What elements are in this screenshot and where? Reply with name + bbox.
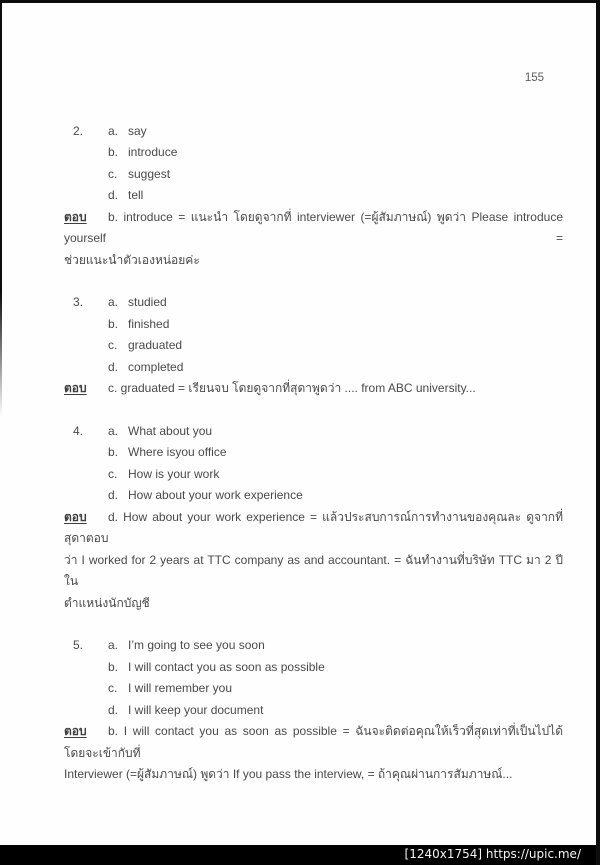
option-text: introduce: [128, 145, 178, 159]
option-letter: d.: [108, 359, 119, 374]
option-text: How about your work experience: [128, 488, 303, 502]
option-row: [64, 700, 563, 722]
answer-line: Interviewer (=ผู้สัมภาษณ์) พูดว่า If you pass the interview, = ถ้าคุณผ่านการสัมภาษณ์...: [64, 767, 513, 781]
question-5: [64, 635, 563, 786]
option-text: tell: [128, 188, 144, 202]
option-row: [64, 335, 563, 357]
option-row: [64, 142, 563, 164]
option-row: [64, 421, 563, 443]
option-text: I will contact you as soon as possible: [128, 659, 325, 674]
option-letter: c.: [108, 681, 118, 695]
option-letter: b.: [108, 659, 119, 674]
option-letter: a.: [108, 638, 119, 652]
question-number: 4.: [73, 423, 84, 438]
option-letter: d.: [108, 702, 119, 717]
option-text: I will remember you: [128, 681, 233, 695]
option-row: [64, 485, 563, 507]
option-row: [64, 292, 563, 314]
option-letter: b.: [108, 145, 119, 159]
option-letter: b.: [108, 445, 119, 459]
option-letter: a.: [108, 295, 119, 309]
option-text: graduated: [128, 338, 183, 352]
watermark-bar: [0, 845, 596, 865]
answer-line: [64, 378, 563, 400]
option-row: [64, 121, 563, 143]
question-2: [64, 121, 563, 272]
option-letter: c.: [108, 166, 118, 181]
answer-label: ตอบ: [64, 381, 87, 395]
option-text: say: [128, 123, 147, 138]
option-row: [64, 657, 563, 679]
question-4: [64, 421, 563, 615]
option-row: [64, 164, 563, 186]
question-number: 5.: [73, 638, 84, 652]
answer-line: [64, 721, 563, 764]
option-text: suggest: [128, 166, 171, 181]
page-number: 155: [524, 72, 544, 84]
answer-text: d. How about your work experience = แล้วประสบการณ์การทำงานของคุณละ ดูจากที่สุดาตอบ: [64, 509, 563, 545]
option-letter: d.: [108, 488, 119, 502]
option-text: What about you: [128, 423, 213, 438]
option-text: How is your work: [128, 466, 220, 481]
option-letter: d.: [108, 188, 119, 202]
option-text: I’m going to see you soon: [128, 638, 265, 652]
option-text: finished: [128, 316, 170, 331]
option-row: [64, 314, 563, 336]
page-content: [0, 3, 596, 786]
answer-label: ตอบ: [64, 209, 87, 224]
option-row: [64, 678, 563, 700]
answer-line: [64, 507, 563, 550]
option-row: [64, 464, 563, 486]
answer-line: ช่วยแนะนำตัวเองหน่อยค่ะ: [64, 252, 200, 267]
answer-label: ตอบ: [64, 509, 87, 524]
answer-text: c. graduated = เรียนจบ โดยดูจากที่สุดาพูดว่า .... from ABC university...: [108, 381, 476, 395]
answer-line: [64, 207, 563, 250]
question-number: 2.: [73, 123, 84, 138]
option-letter: a.: [108, 123, 119, 138]
option-row: [64, 635, 563, 657]
option-row: [64, 185, 563, 207]
option-letter: a.: [108, 423, 119, 438]
watermark-text: [1240x1754] https://upic.me/: [404, 847, 581, 861]
question-3: [64, 292, 563, 400]
option-text: completed: [128, 359, 184, 374]
option-letter: c.: [108, 338, 118, 352]
option-text: I will keep your document: [128, 702, 264, 717]
answer-line: ว่า I worked for 2 years at TTC company as and accountant. = ฉันทำงานที่บริษัท TTC มา 2 ปี ใน: [64, 552, 563, 588]
answer-text: b. introduce = แนะนำ โดยดูจากที่ interviewer (=ผู้สัมภาษณ์) พูดว่า Please introduce yourself =: [64, 209, 563, 245]
answer-line: ตำแหน่งนักบัญชี: [64, 595, 150, 610]
option-text: Where isyou office: [128, 445, 227, 459]
option-row: [64, 442, 563, 464]
option-letter: c.: [108, 466, 118, 481]
question-number: 3.: [73, 295, 84, 309]
option-row: [64, 357, 563, 379]
answer-label: ตอบ: [64, 724, 87, 738]
answer-text: b. I will contact you as soon as possible = ฉันจะติดต่อคุณให้เร็วที่สุดเท่าที่เป็นไปได้ โดยจะเข้ากับที่: [64, 724, 563, 760]
option-text: studied: [128, 295, 167, 309]
option-letter: b.: [108, 316, 119, 331]
